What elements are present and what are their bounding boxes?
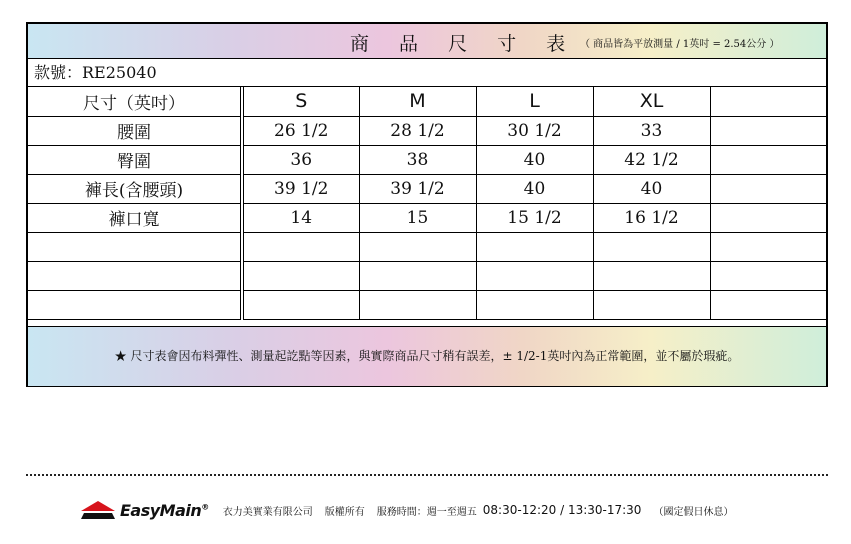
table-cell (710, 261, 826, 290)
title-bar (28, 24, 826, 59)
row-label (28, 232, 242, 261)
brand-name: EasyMain® (120, 500, 209, 520)
table-row (28, 232, 826, 261)
size-col-header: L (476, 87, 593, 116)
mountain-logo-icon (80, 500, 116, 520)
row-label: 褲長(含腰頭) (28, 174, 242, 203)
table-row (28, 116, 826, 145)
measurement-note: （ 商品皆為平放測量 / 1英吋 = 2.54公分 ） (580, 39, 780, 50)
row-label: 腰圍 (28, 116, 242, 145)
table-cell (710, 290, 826, 319)
header-label: 尺寸（英吋） (28, 87, 242, 116)
row-label (28, 261, 242, 290)
table-cell: 40 (476, 174, 593, 203)
size-chart (26, 22, 828, 387)
table-cell: 15 1/2 (476, 203, 593, 232)
table-cell: 42 1/2 (593, 145, 710, 174)
table-cell: 16 1/2 (593, 203, 710, 232)
table-cell: 14 (242, 203, 359, 232)
service-hours: 08:30-12:20 / 13:30-17:30 (482, 503, 642, 517)
table-cell (710, 174, 826, 203)
table-row (28, 290, 826, 319)
chart-title: 商 品 尺 寸 表 (350, 33, 578, 55)
table-cell (476, 232, 593, 261)
footer (80, 498, 745, 522)
table-cell (359, 290, 476, 319)
row-label (28, 290, 242, 319)
table-cell (242, 261, 359, 290)
table-row (28, 174, 826, 203)
table-cell: 40 (476, 145, 593, 174)
table-header-row (28, 87, 826, 116)
table-row (28, 145, 826, 174)
table-cell: 36 (242, 145, 359, 174)
row-label: 褲口寬 (28, 203, 242, 232)
size-col-header (710, 87, 826, 116)
table-cell (476, 261, 593, 290)
table-cell (242, 290, 359, 319)
table-row (28, 261, 826, 290)
table-cell: 39 1/2 (359, 174, 476, 203)
table-cell: 39 1/2 (242, 174, 359, 203)
table-cell (710, 116, 826, 145)
table-row (28, 203, 826, 232)
table-cell (593, 232, 710, 261)
table-cell (710, 232, 826, 261)
table-cell (593, 290, 710, 319)
table-cell: 38 (359, 145, 476, 174)
service-hours-label: 服務時間：週一至週五 (376, 506, 477, 518)
table-cell (242, 232, 359, 261)
table-cell (593, 261, 710, 290)
holiday-note: （國定假日休息） (653, 506, 734, 518)
table-cell (710, 145, 826, 174)
size-col-header: S (242, 87, 359, 116)
model-number: 款號：RE25040 (28, 59, 826, 87)
divider (26, 474, 828, 476)
table-cell: 28 1/2 (359, 116, 476, 145)
table-cell: 40 (593, 174, 710, 203)
table-cell (359, 232, 476, 261)
table-cell (710, 203, 826, 232)
table-cell: 15 (359, 203, 476, 232)
row-label: 臀圍 (28, 145, 242, 174)
company-name: 衣力美實業有限公司 (222, 506, 313, 518)
table-cell: 33 (593, 116, 710, 145)
size-col-header: XL (593, 87, 710, 116)
table-cell: 30 1/2 (476, 116, 593, 145)
disclaimer-note: ★ 尺寸表會因布料彈性、測量起訖點等因素，與實際商品尺寸稍有誤差，± 1/2-1英吋內為正常範圍，並不屬於瑕疵。 (28, 326, 826, 386)
size-col-header: M (359, 87, 476, 116)
table-cell (476, 290, 593, 319)
size-table (28, 87, 826, 320)
table-cell (359, 261, 476, 290)
table-cell: 26 1/2 (242, 116, 359, 145)
copyright-text: 版權所有 (324, 506, 365, 518)
